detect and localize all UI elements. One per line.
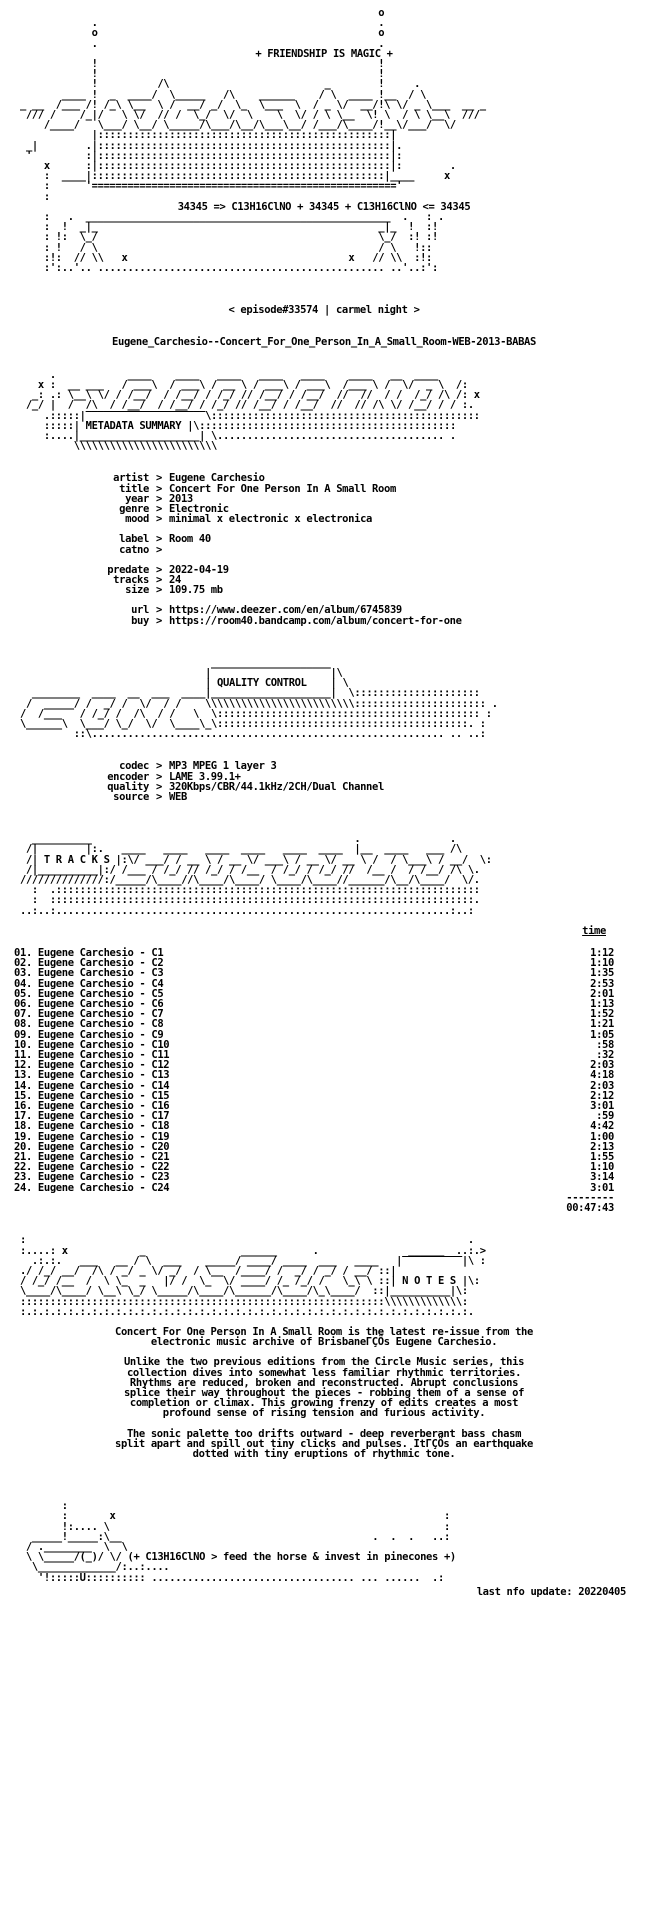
tracks-heading: T R A C K S (43, 853, 110, 866)
quality-heading-row: | QUALITY CONTROL | \ (14, 677, 349, 690)
notes-art-bottom: \____/\____/ \__\ \_/ \_____/\____/\______/\____/\_\____/ ::|__________|\: :::::::::::::::::::::::::::::::::::::::::::::::::::::::::::::\\\\\\\\\\\\\: :.:.:.:.:.:.:.:.:.:.:.:.:.:.:.:.:.:.:.:.:.:.:.:.:.:.:.:.:.:.:.:.:.:.:.:.:.:. (19, 1285, 474, 1318)
notes-paragraph: Unlike the two previous editions from the Circle Music series, this collection dives into somewhat less familiar rhythmic territories. Rhythms are reduced, broken and reconstructed. Abrupt conclusions splice their way throughout the pieces - robbing them of a sense of completion or climax. This growing frenzy of edits creates a most profound sense of rising tension and furious activity. (123, 1356, 525, 1420)
metadata-row (14, 545, 634, 555)
track-title: 01. Eugene Carchesio - C1 (14, 947, 164, 960)
episode-line: < episode#33574 | carmel night > (228, 304, 420, 317)
last-update: last nfo update: 20220405 (476, 1585, 626, 1598)
track-title: 12. Eugene Carchesio - C12 (14, 1059, 170, 1072)
track-time: 3:01 (590, 1181, 614, 1194)
metadata-art-bottom: :....|____________________| \...................................... . \\\\\\\\\\\\\\\\\\\\\\\\ (43, 429, 456, 453)
track-title: 11. Eugene Carchesio - C11 (14, 1049, 170, 1062)
track-time: :59 (596, 1110, 614, 1123)
metadata-row-key: size (125, 584, 149, 597)
quality-row-value: LAME 3.99.1+ (169, 770, 241, 783)
metadata-row-value: Eugene Carchesio (169, 472, 265, 485)
metadata-row-key: year (125, 492, 149, 505)
track-list (14, 926, 614, 1213)
metadata-row-key: predate (107, 563, 149, 576)
banner-art-top: o . . o o . . (91, 7, 385, 50)
metadata-art-top: . ____ ____ ____ ____ ____ ____ __ ____ x : __ ___ / ___\ / ___\ / __ \ / ___\ / ___\ /___ \ / \/ _ \ /: _: .: \__\ \/ / /__/ / /__/ / /_/ // /__/ / /__/ // // / / /_/ /\ /: x /_/ | / /\ / /__/ / /__/ / /_/ // /__/ / /__/ // // /\ \/ /__/ / / :. .:::::|‾‾‾‾‾‾‾‾‾‾‾‾‾‾‾‾‾‾‾‾\::::::::::::::::::::::::::::::::::::::::::::: (25, 368, 480, 422)
quality-art-bottom: ________ ____ __ ___ ____|____________________| \::::::::::::::::::::: / _____/ / _/ / \/ / / \\\\\\\\\\\\\\\\\\\\\\\\\:::::::::::::::::::::: . / /___ / /_/ / /\ / / \ \:::::::::::::::::::::::::::::::::::::::::::: : \______\ \___/ \_/ \/ \____\_\::::::::::::::::::::::::::::::::::::::::::. : ::\........................................................... .. ..: (19, 687, 498, 741)
metadata-row (14, 473, 634, 483)
track-time: 1:55 (590, 1151, 614, 1164)
track-title: 20. Eugene Carchesio - C20 (14, 1140, 170, 1153)
quality-row-key: codec (119, 760, 149, 773)
track-time: 1:10 (590, 1161, 614, 1174)
track-time: 3:01 (590, 1100, 614, 1113)
track-time: 1:10 (590, 957, 614, 970)
metadata-row-value: minimal x electronic x electronica (169, 513, 373, 526)
release-name: Eugene_Carchesio--Concert_For_One_Person_In_A_Small_Room-WEB-2013-BABAS (112, 336, 536, 349)
track-title: 03. Eugene Carchesio - C3 (14, 967, 164, 980)
track-title: 16. Eugene Carchesio - C16 (14, 1100, 170, 1113)
metadata-row-value: 24 (169, 573, 181, 586)
tracks-heading-row: /| T R A C K S |:\/ ___/ / __ \ / __ \/ ___\ / __ \/ __ \ / / \___\ / __/ \: (14, 853, 492, 866)
track-title: 21. Eugene Carchesio - C21 (14, 1151, 170, 1164)
metadata-row-key: label (119, 533, 149, 546)
kv-separator: > (156, 492, 162, 505)
track-title: 15. Eugene Carchesio - C15 (14, 1089, 170, 1102)
track-time: 1:12 (590, 947, 614, 960)
metadata-row-value (169, 545, 634, 555)
notes-heading: N O T E S (402, 1275, 456, 1288)
footer-section (14, 1501, 634, 1597)
tracks-section (14, 834, 634, 916)
track-time: 3:14 (590, 1171, 614, 1184)
track-title: 07. Eugene Carchesio - C7 (14, 1008, 164, 1021)
total-time: 00:47:43 (566, 1202, 614, 1215)
kv-separator: > (156, 472, 162, 485)
metadata-row-key: url (131, 604, 149, 617)
track-time: 4:18 (590, 1069, 614, 1082)
metadata-heading: METADATA SUMMARY (85, 419, 182, 432)
track-title: 17. Eugene Carchesio - C17 (14, 1110, 170, 1123)
notes-text (14, 1327, 634, 1459)
track-row (14, 1183, 614, 1193)
metadata-row (14, 534, 634, 544)
metadata-row-key: artist (113, 472, 149, 485)
quality-row-value: 320Kbps/CBR/44.1kHz/2CH/Dual Channel (169, 780, 384, 793)
footer-slogan-row: \ \_____/(_)/ \/ (+ C13H16ClNO > feed the horse & invest in pinecones +) (14, 1551, 456, 1564)
kv-separator: > (156, 563, 162, 576)
metadata-row (14, 575, 634, 585)
track-title: 23. Eugene Carchesio - C23 (14, 1171, 170, 1184)
quality-row-value: MP3 MPEG 1 layer 3 (169, 760, 277, 773)
metadata-row (14, 484, 634, 494)
kv-separator: > (156, 543, 162, 556)
metadata-row-key: mood (125, 513, 149, 526)
quality-heading: QUALITY CONTROL (217, 677, 307, 690)
metadata-row (14, 585, 634, 595)
kv-separator: > (156, 790, 162, 803)
quality-art-top: ____________________ | |\ (205, 656, 343, 679)
metadata-row (14, 616, 634, 626)
kv-separator: > (156, 604, 162, 617)
track-rows (14, 948, 614, 1193)
top-banner (14, 8, 634, 273)
metadata-row (14, 514, 634, 524)
track-title: 22. Eugene Carchesio - C22 (14, 1161, 170, 1174)
kv-separator: > (156, 770, 162, 783)
track-title: 14. Eugene Carchesio - C14 (14, 1079, 170, 1092)
metadata-row-value[interactable]: https://www.deezer.com/en/album/6745839 (169, 604, 402, 617)
metadata-row-value: 109.75 mb (169, 584, 223, 597)
kv-separator: > (156, 573, 162, 586)
banner-art-castle: ! ! ! ! ! /\ _ ! . ____ ! _ ____/ \_____ /\ ______ / \ ____ !__ / \ _ __ /___ /! /_\ \__ \ / __/ _/ \_ \___ \ / _ \/ __/!\ \/ _ \___ __ _ /// / /_|/ \ \/ // / \_/ \/ \ \ \/ / \ \__ \! \ / \ \__\ /// /____/ \___/ \__/ \_____/\___/\__/\___\__/ /___/\____/!__\/___/ \/ |:::::::::::::::::::::::::::::::::::::::::::::::::| _| .|:::::::::::::::::::::::::::::::::::::::::::::::::|. ' :|:::::::::::::::::::::::::::::::::::::::::::::::::|: x :|:::::::::::::::::::::::::::::::::::::::::::::::::|: . : ____|:::::::::::::::::::::::::::::::::::::::::::::::::|____ x : '===================================================' : (19, 58, 486, 203)
quality-row (14, 782, 634, 792)
quality-row (14, 792, 634, 802)
track-title: 09. Eugene Carchesio - C9 (14, 1028, 164, 1041)
track-time: 2:03 (590, 1079, 614, 1092)
track-title: 06. Eugene Carchesio - C6 (14, 998, 164, 1011)
quality-row-key: quality (107, 780, 149, 793)
tracks-art-top: __________ . . /| |:. ____ ____ ____ ____ ____ ____ |__ ____ ___ /\ (25, 833, 462, 856)
banner-art-bottom: : . ___________________________________________________ . : . : ! _|_ _|_ ! :! : !: \_/ \_/ :! :! : ! / \ / \ !:: :!: // \\ x x // \\ :!: :':..'.. ................................................ ..'..:': (43, 211, 444, 275)
quality-row-key: source (113, 790, 149, 803)
metadata-row-key: tracks (113, 573, 149, 586)
metadata-row-value: 2022-04-19 (169, 563, 229, 576)
notes-paragraph: The sonic palette too drifts outward - deep reverberant bass chasm split apart and spill out tiny clicks and pulses. ItΓÇÖs an earthquake dotted with tiny eruptions of rhythmic tone. (114, 1427, 533, 1460)
track-title: 08. Eugene Carchesio - C8 (14, 1018, 164, 1031)
kv-separator: > (156, 584, 162, 597)
track-title: 05. Eugene Carchesio - C5 (14, 987, 164, 1000)
track-time: 1:21 (590, 1018, 614, 1031)
nfo-page (14, 8, 634, 1597)
notes-art-top: : . :....: x _ ______ . ______ ..:.> .:.:. ___ __ / \ ___ _____/ ____/ ____ ___ ____ |‾‾‾‾‾‾‾‾‾‾|\ : ./ /_/ __/ /\ / _/ _ \/ _/ / \__ /____/ / _/ / _/ / __/ ::| (19, 1234, 486, 1277)
metadata-row-value[interactable]: https://room40.bandcamp.com/album/concert-for-one (169, 614, 462, 627)
footer-slogan: (+ C13H16ClNO > feed the horse & invest in pinecones +) (127, 1551, 456, 1564)
metadata-list (14, 473, 634, 625)
footer-art-top: : : x : !:.... \ : _____!_____:\__ . . . ..: / .________ \ \ (25, 1500, 450, 1553)
kv-separator: > (156, 614, 162, 627)
notes-heading-row: / /_/ /__ / \ \_ _ |/ / \_ \/ ____/ /_ /_/ / \_\ \ ::| N O T E S |\: (14, 1275, 480, 1288)
track-title: 18. Eugene Carchesio - C18 (14, 1120, 170, 1133)
track-title: 04. Eugene Carchesio - C4 (14, 977, 164, 990)
metadata-row-key: genre (119, 502, 149, 515)
metadata-row-key: buy (131, 614, 149, 627)
metadata-row (14, 565, 634, 575)
notes-section (14, 1235, 634, 1317)
track-title: 24. Eugene Carchesio - C24 (14, 1181, 170, 1194)
track-time: 1:05 (590, 1028, 614, 1041)
track-time: 2:12 (590, 1089, 614, 1102)
track-time: 1:35 (590, 967, 614, 980)
quality-row-value: WEB (169, 790, 187, 803)
track-time: 1:00 (590, 1130, 614, 1143)
formula: 34345 => C13H16ClNO + 34345 + C13H16ClNO <= 34345 (177, 200, 471, 213)
track-time: 2:13 (590, 1140, 614, 1153)
metadata-row-key: catno (119, 543, 149, 556)
kv-separator: > (156, 760, 162, 773)
tagline: + FRIENDSHIP IS MAGIC + (255, 47, 393, 60)
track-title: 19. Eugene Carchesio - C19 (14, 1130, 170, 1143)
footer-art-bottom: \_____________/:..:.... '!:::::U:::::::::: .................................. ... ...... .: (31, 1561, 444, 1584)
track-title: 02. Eugene Carchesio - C2 (14, 957, 164, 970)
track-time: 1:52 (590, 1008, 614, 1021)
quality-list (14, 761, 634, 802)
metadata-heading-row: :::::| METADATA SUMMARY |\::::::::::::::::::::::::::::::::::::::::::: (14, 419, 456, 432)
track-time: 2:01 (590, 987, 614, 1000)
metadata-row-value: Electronic (169, 502, 229, 515)
kv-separator: > (156, 482, 162, 495)
metadata-row (14, 494, 634, 504)
track-time: :58 (596, 1038, 614, 1051)
total-rule: -------- (566, 1191, 614, 1204)
track-title: 13. Eugene Carchesio - C13 (14, 1069, 170, 1082)
kv-separator: > (156, 780, 162, 793)
track-time: 2:53 (590, 977, 614, 990)
metadata-row-key: title (119, 482, 149, 495)
kv-separator: > (156, 533, 162, 546)
quality-row-key: encoder (107, 770, 149, 783)
track-time: :32 (596, 1049, 614, 1062)
track-time: 1:13 (590, 998, 614, 1011)
metadata-row-value: Concert For One Person In A Small Room (169, 482, 396, 495)
track-time: 4:42 (590, 1120, 614, 1133)
kv-separator: > (156, 502, 162, 515)
metadata-row-value: 2013 (169, 492, 193, 505)
tracks-art-bottom: /|__________|:/ /___ / /_/ // /_/ / /__ / /_/ / /_/ // /__ / / /__/ /\ \. //////////////:/_____/\____//\____/\____/ \____/\____//______/\__/\____/ \/. : .::::::::::::::::::::::::::::::::::::::::::::::::::::::::::::::::::::::: : :::::::::::::::::::::::::::::::::::::::::::::::::::::::::::::::::::::::. ..:..:..................................................................:..: (19, 863, 480, 917)
metadata-section (14, 370, 634, 452)
track-time: 2:03 (590, 1059, 614, 1072)
track-title: 10. Eugene Carchesio - C10 (14, 1038, 170, 1051)
quality-section (14, 658, 634, 740)
notes-paragraph: Concert For One Person In A Small Room is the latest re-issue from the electronic music archive of BrisbaneΓÇÖs Eugene Carchesio. (114, 1325, 533, 1349)
metadata-row-value: Room 40 (169, 533, 211, 546)
kv-separator: > (156, 513, 162, 526)
time-column-header: time (582, 924, 606, 937)
